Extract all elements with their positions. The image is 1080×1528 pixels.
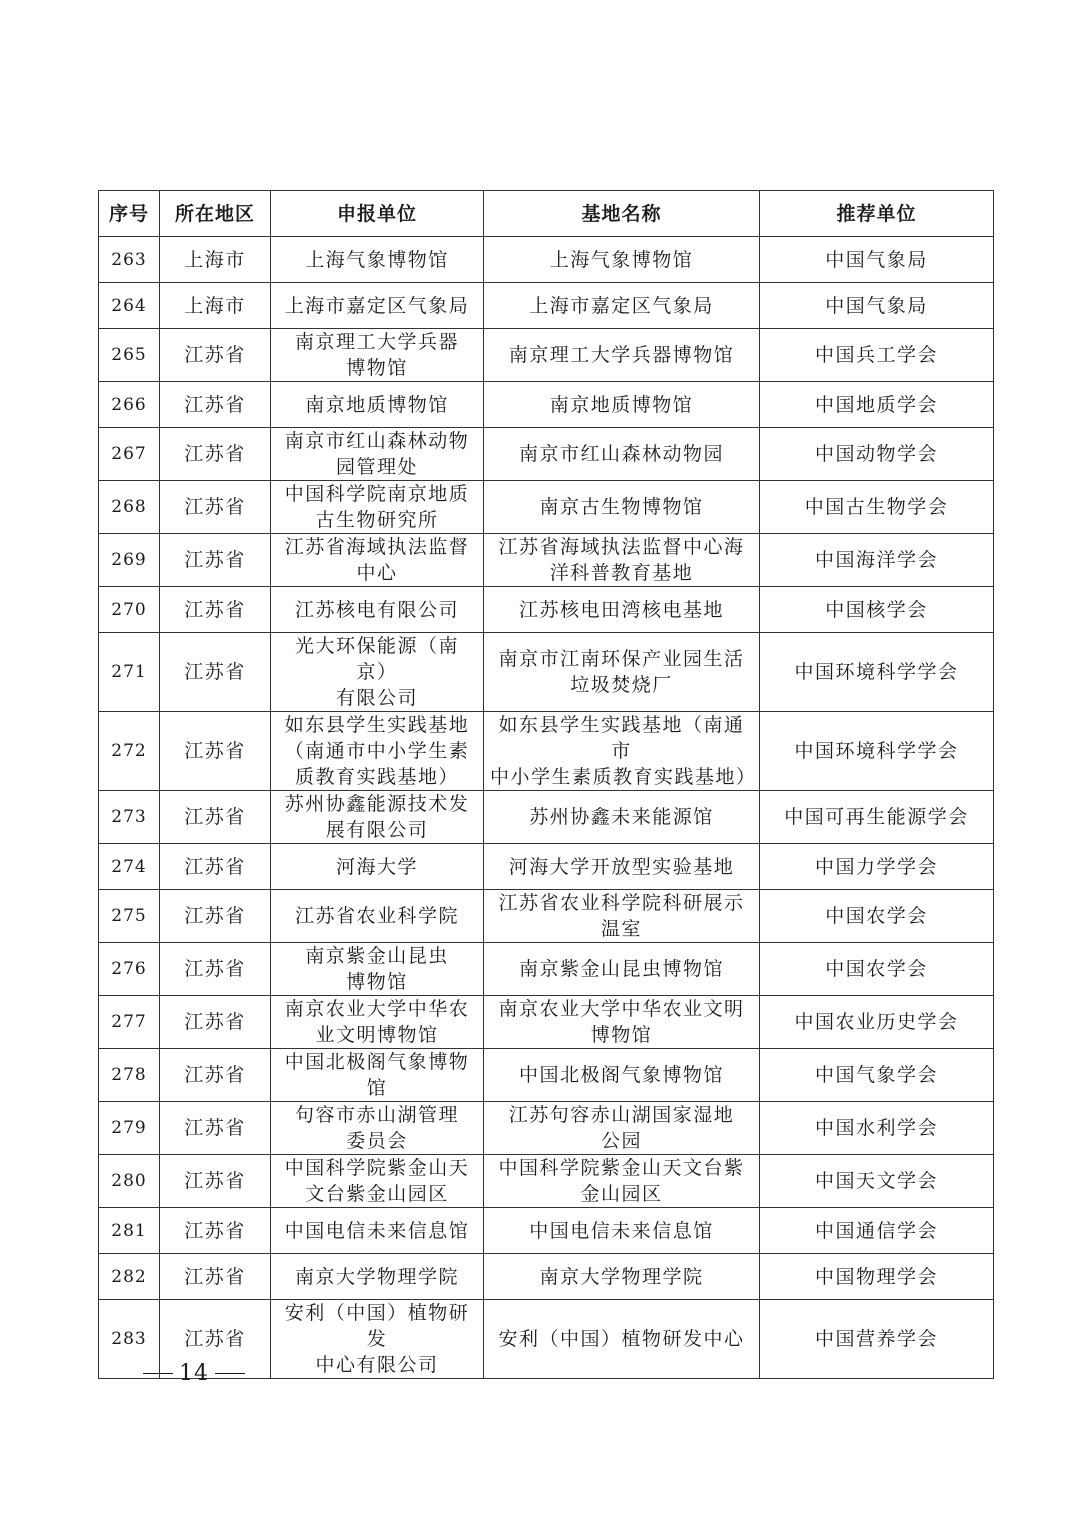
table-row — [99, 712, 994, 791]
cell-region: 江苏省 — [160, 1208, 271, 1254]
cell-applicant: 句容市赤山湖管理 委员会 — [271, 1102, 484, 1155]
cell-applicant: 南京大学物理学院 — [271, 1254, 484, 1300]
cell-base-name: 南京古生物博物馆 — [484, 481, 760, 534]
cell-applicant: 光大环保能源（南京） 有限公司 — [271, 633, 484, 712]
table-row — [99, 791, 994, 844]
table-row — [99, 428, 994, 481]
footer-dash-left — [143, 1373, 173, 1374]
cell-recommender: 中国环境科学学会 — [760, 712, 994, 791]
table-row — [99, 382, 994, 428]
table-row — [99, 1254, 994, 1300]
cell-applicant: 南京理工大学兵器 博物馆 — [271, 329, 484, 382]
cell-region: 上海市 — [160, 237, 271, 283]
cell-applicant: 南京紫金山昆虫 博物馆 — [271, 943, 484, 996]
cell-recommender: 中国地质学会 — [760, 382, 994, 428]
cell-base-name: 南京农业大学中华农业文明 博物馆 — [484, 996, 760, 1049]
header-recommender: 推荐单位 — [760, 191, 994, 237]
table-row — [99, 283, 994, 329]
cell-region: 江苏省 — [160, 1102, 271, 1155]
cell-region: 江苏省 — [160, 844, 271, 890]
cell-base-name: 江苏省农业科学院科研展示 温室 — [484, 890, 760, 943]
table-row — [99, 1102, 994, 1155]
cell-applicant: 南京地质博物馆 — [271, 382, 484, 428]
cell-applicant: 江苏省海域执法监督 中心 — [271, 534, 484, 587]
cell-recommender: 中国通信学会 — [760, 1208, 994, 1254]
cell-base-name: 上海气象博物馆 — [484, 237, 760, 283]
table-row — [99, 587, 994, 633]
cell-region: 江苏省 — [160, 587, 271, 633]
header-base-name: 基地名称 — [484, 191, 760, 237]
cell-recommender: 中国兵工学会 — [760, 329, 994, 382]
cell-recommender: 中国农业历史学会 — [760, 996, 994, 1049]
cell-region: 江苏省 — [160, 633, 271, 712]
cell-base-name: 南京市红山森林动物园 — [484, 428, 760, 481]
cell-applicant: 安利（中国）植物研发 中心有限公司 — [271, 1300, 484, 1379]
cell-serial: 272 — [99, 712, 160, 791]
cell-applicant: 河海大学 — [271, 844, 484, 890]
cell-applicant: 中国科学院南京地质 古生物研究所 — [271, 481, 484, 534]
cell-serial: 269 — [99, 534, 160, 587]
table-row — [99, 890, 994, 943]
cell-serial: 266 — [99, 382, 160, 428]
cell-recommender: 中国可再生能源学会 — [760, 791, 994, 844]
cell-recommender: 中国动物学会 — [760, 428, 994, 481]
cell-region: 江苏省 — [160, 428, 271, 481]
cell-region: 江苏省 — [160, 712, 271, 791]
table-row — [99, 534, 994, 587]
cell-base-name: 南京大学物理学院 — [484, 1254, 760, 1300]
table-row — [99, 633, 994, 712]
header-applicant: 申报单位 — [271, 191, 484, 237]
cell-recommender: 中国气象学会 — [760, 1049, 994, 1102]
cell-region: 江苏省 — [160, 943, 271, 996]
cell-serial: 279 — [99, 1102, 160, 1155]
page-table-container — [98, 190, 993, 1379]
cell-region: 上海市 — [160, 283, 271, 329]
table-row — [99, 1208, 994, 1254]
cell-applicant: 中国科学院紫金山天 文台紫金山园区 — [271, 1155, 484, 1208]
cell-serial: 274 — [99, 844, 160, 890]
cell-serial: 267 — [99, 428, 160, 481]
cell-recommender: 中国天文学会 — [760, 1155, 994, 1208]
table-row — [99, 237, 994, 283]
cell-recommender: 中国农学会 — [760, 890, 994, 943]
cell-base-name: 河海大学开放型实验基地 — [484, 844, 760, 890]
cell-applicant: 苏州协鑫能源技术发 展有限公司 — [271, 791, 484, 844]
cell-recommender: 中国核学会 — [760, 587, 994, 633]
cell-base-name: 江苏省海域执法监督中心海 洋科普教育基地 — [484, 534, 760, 587]
cell-applicant: 中国电信未来信息馆 — [271, 1208, 484, 1254]
cell-base-name: 上海市嘉定区气象局 — [484, 283, 760, 329]
cell-serial: 273 — [99, 791, 160, 844]
cell-serial: 278 — [99, 1049, 160, 1102]
cell-region: 江苏省 — [160, 1049, 271, 1102]
cell-serial: 283 — [99, 1300, 160, 1379]
cell-recommender: 中国气象局 — [760, 283, 994, 329]
cell-base-name: 中国电信未来信息馆 — [484, 1208, 760, 1254]
header-serial: 序号 — [99, 191, 160, 237]
cell-recommender: 中国气象局 — [760, 237, 994, 283]
cell-applicant: 上海市嘉定区气象局 — [271, 283, 484, 329]
table-row — [99, 481, 994, 534]
cell-recommender: 中国水利学会 — [760, 1102, 994, 1155]
cell-recommender: 中国农学会 — [760, 943, 994, 996]
cell-applicant: 江苏省农业科学院 — [271, 890, 484, 943]
cell-region: 江苏省 — [160, 329, 271, 382]
cell-base-name: 南京市江南环保产业园生活 垃圾焚烧厂 — [484, 633, 760, 712]
cell-region: 江苏省 — [160, 1254, 271, 1300]
cell-base-name: 苏州协鑫未来能源馆 — [484, 791, 760, 844]
table-row — [99, 996, 994, 1049]
table-row — [99, 1155, 994, 1208]
cell-region: 江苏省 — [160, 534, 271, 587]
cell-applicant: 南京市红山森林动物 园管理处 — [271, 428, 484, 481]
header-region: 所在地区 — [160, 191, 271, 237]
cell-base-name: 南京紫金山昆虫博物馆 — [484, 943, 760, 996]
cell-applicant: 南京农业大学中华农 业文明博物馆 — [271, 996, 484, 1049]
footer-dash-right — [215, 1373, 245, 1374]
cell-applicant: 如东县学生实践基地 （南通市中小学生素 质教育实践基地） — [271, 712, 484, 791]
cell-serial: 282 — [99, 1254, 160, 1300]
cell-serial: 277 — [99, 996, 160, 1049]
cell-serial: 265 — [99, 329, 160, 382]
cell-serial: 264 — [99, 283, 160, 329]
base-list-table — [98, 190, 994, 1379]
table-row — [99, 943, 994, 996]
cell-base-name: 中国北极阁气象博物馆 — [484, 1049, 760, 1102]
cell-base-name: 江苏核电田湾核电基地 — [484, 587, 760, 633]
cell-recommender: 中国海洋学会 — [760, 534, 994, 587]
cell-serial: 281 — [99, 1208, 160, 1254]
cell-recommender: 中国古生物学会 — [760, 481, 994, 534]
cell-serial: 263 — [99, 237, 160, 283]
cell-serial: 276 — [99, 943, 160, 996]
cell-region: 江苏省 — [160, 382, 271, 428]
cell-base-name: 江苏句容赤山湖国家湿地 公园 — [484, 1102, 760, 1155]
cell-recommender: 中国力学学会 — [760, 844, 994, 890]
cell-region: 江苏省 — [160, 996, 271, 1049]
cell-base-name: 中国科学院紫金山天文台紫 金山园区 — [484, 1155, 760, 1208]
cell-recommender: 中国营养学会 — [760, 1300, 994, 1379]
cell-base-name: 南京地质博物馆 — [484, 382, 760, 428]
cell-applicant: 上海气象博物馆 — [271, 237, 484, 283]
cell-base-name: 如东县学生实践基地（南通市 中小学生素质教育实践基地） — [484, 712, 760, 791]
cell-serial: 275 — [99, 890, 160, 943]
cell-recommender: 中国物理学会 — [760, 1254, 994, 1300]
cell-serial: 270 — [99, 587, 160, 633]
cell-base-name: 南京理工大学兵器博物馆 — [484, 329, 760, 382]
cell-region: 江苏省 — [160, 1300, 271, 1379]
cell-region: 江苏省 — [160, 481, 271, 534]
cell-applicant: 中国北极阁气象博物 馆 — [271, 1049, 484, 1102]
table-row — [99, 329, 994, 382]
table-row — [99, 844, 994, 890]
cell-serial: 280 — [99, 1155, 160, 1208]
page-footer — [143, 1360, 245, 1386]
cell-region: 江苏省 — [160, 890, 271, 943]
cell-serial: 271 — [99, 633, 160, 712]
cell-base-name: 安利（中国）植物研发中心 — [484, 1300, 760, 1379]
cell-recommender: 中国环境科学学会 — [760, 633, 994, 712]
table-header-row — [99, 191, 994, 237]
cell-serial: 268 — [99, 481, 160, 534]
cell-applicant: 江苏核电有限公司 — [271, 587, 484, 633]
page-number: 14 — [179, 1360, 209, 1386]
cell-region: 江苏省 — [160, 791, 271, 844]
table-row — [99, 1049, 994, 1102]
cell-region: 江苏省 — [160, 1155, 271, 1208]
